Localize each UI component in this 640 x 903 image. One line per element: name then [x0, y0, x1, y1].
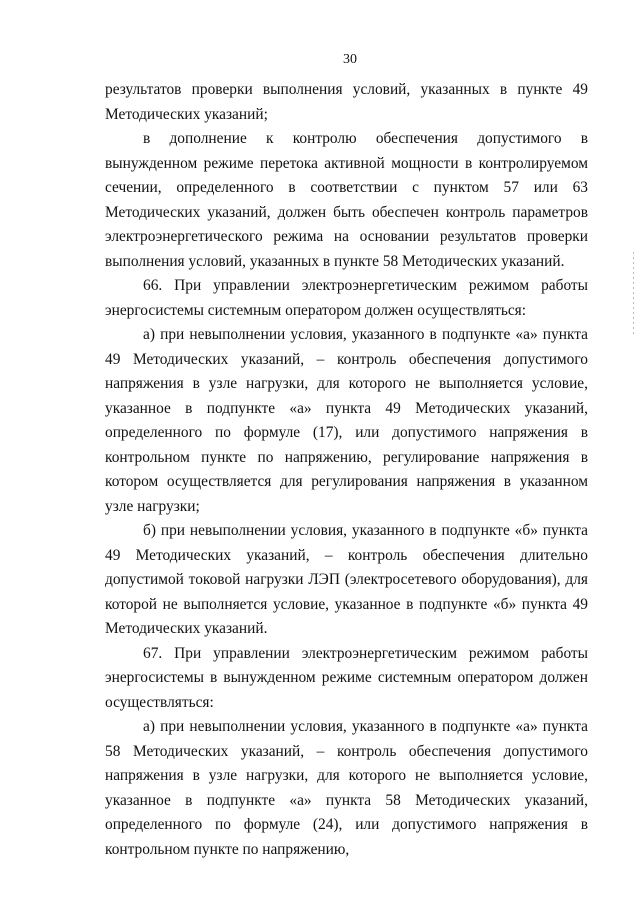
paragraph-item-66-a: а) при невыполнении условия, указанного в подпункте «а» пункта 49 Методических указаний, – контроль обеспечения допустимого напряжения в узле нагрузки, для которого не выполняется условие, указанное в подпункте «а» пункта 49 Методических указаний, определенного по формуле (17), или допустимого напряжения в контрольном пункте по напряжению, регулирование напряжения в котором осуществляется для регулирования напряжения в указанном узле нагрузки;: [105, 326, 588, 515]
paragraph-item-67: 67. При управлении электроэнергетическим режимом работы энергосистемы в вынужденном режиме системным оператором должен осуществляться:: [105, 644, 588, 711]
paragraph-item-66: 66. При управлении электроэнергетическим режимом работы энергосистемы системным оператором должен осуществляться:: [105, 277, 588, 319]
document-body: [105, 78, 588, 862]
paragraph-item-66-b: б) при невыполнении условия, указанного в подпункте «б» пункта 49 Методических указаний, – контроль обеспечения длительно допустимой токовой нагрузки ЛЭП (электросетевого оборудования), для которой не выполняется условие, указанное в подпункте «б» пункта 49 Методических указаний.: [105, 522, 588, 637]
scan-edge-mark: [633, 252, 634, 334]
page-number: 30: [343, 52, 357, 67]
paragraph-item-67-a: а) при невыполнении условия, указанного в подпункте «а» пункта 58 Методических указаний, – контроль обеспечения допустимого напряжения в узле нагрузки, для которого не выполняется условие, указанное в подпункте «а» пункта 58 Методических указаний, определенного по формуле (24), или допустимого напряжения в контрольном пункте по напряжению,: [105, 718, 588, 858]
paragraph-continuation: результатов проверки выполнения условий, указанных в пункте 49 Методических указаний;: [105, 81, 588, 123]
paragraph-control-addition: в дополнение к контролю обеспечения допустимого в вынужденном режиме перетока активной мощности в контролируемом сечении, определенного в соответствии с пунктом 57 или 63 Методических указаний, должен быть обеспечен контроль параметров электроэнергетического режима на основании результатов проверки выполнения условий, указанных в пункте 58 Методических указаний.: [105, 130, 588, 270]
